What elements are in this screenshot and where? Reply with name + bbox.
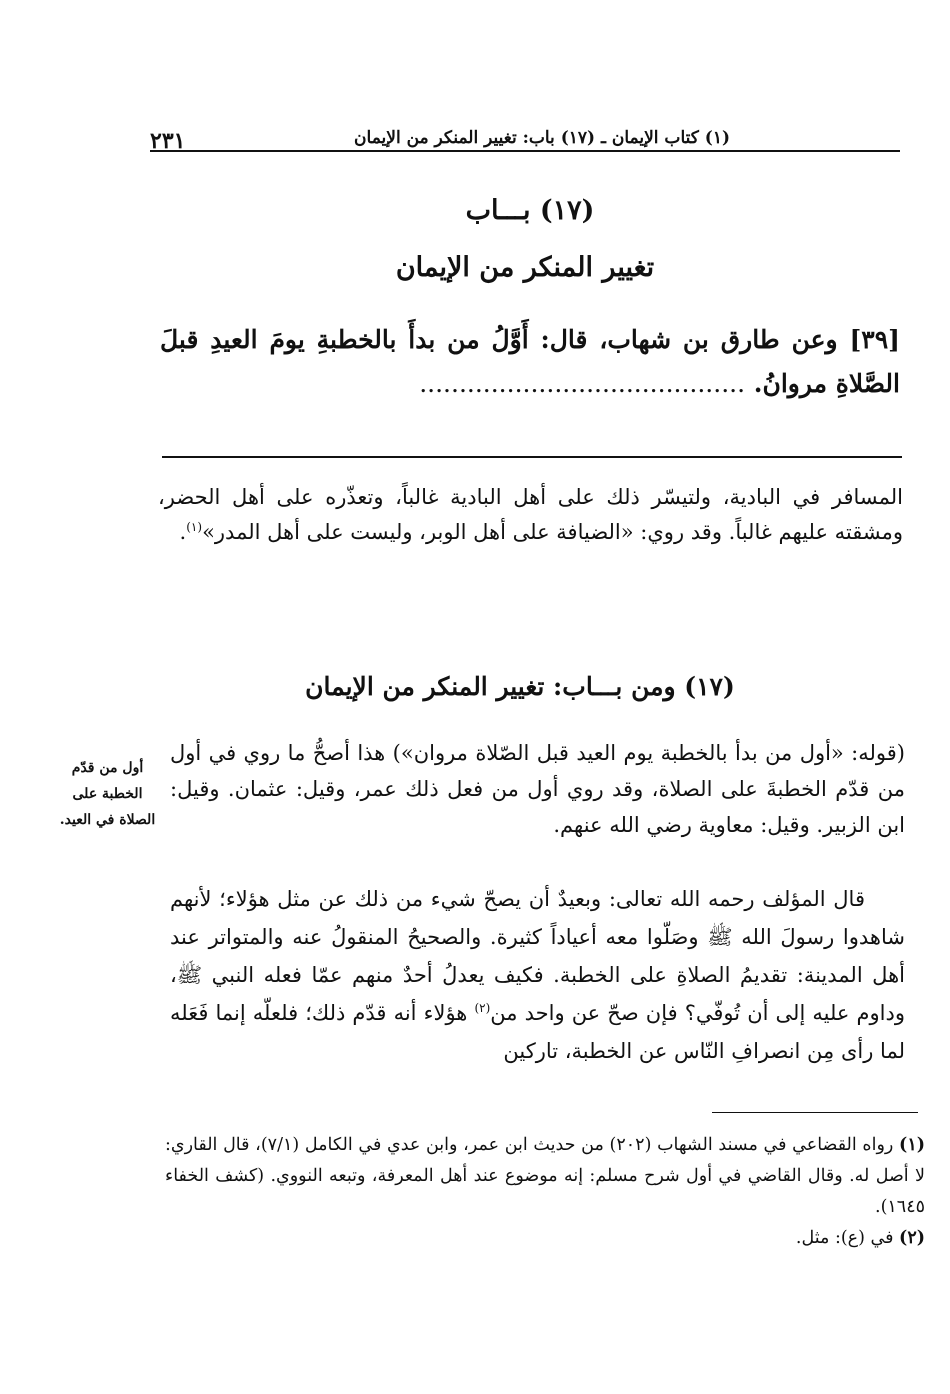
hadith-number: [٣٩]	[849, 325, 900, 354]
footnote-2-text: في (ع): مثل.	[795, 1228, 900, 1248]
commentary-intro-paragraph	[158, 480, 903, 550]
commentary-paragraph-2-part-1: قال المؤلف رحمه الله تعالى: وبعيدٌ أن يصحّ شيء من ذلك عن مثل هؤلاء؛ لأنهم شاهدوا رسولَ الله ﷺ وصَلّوا معه أعياداً كثيرة. والصحيحُ المنقولُ عنه والمتواتر عند أهل المدينة: تقديمُ الصلاةِ على الخطبة. فكيف يعدلُ أحدٌ منهم عمّا فعله النبي ﷺ، وداوم عليه إلى أن تُوفّي؟ فإن صحّ عن واحد من	[170, 887, 905, 1025]
running-header-title: (١) كتاب الإيمان ـ (١٧) باب: تغيير المنكر من الإيمان	[354, 128, 730, 148]
hadith-body: وعن طارق بن شهاب، قال: أَوَّلُ من بدأَ بالخطبةِ يومَ العيدِ قبلَ الصَّلاةِ مروانُ.	[160, 325, 900, 398]
commentary-paragraph-1: (قوله: «أول من بدأ بالخطبة يوم العيد قبل الصّلاة مروان») هذا أصحُّ ما روي في أول من قدّم الخطبةَ على الصلاة، وقد روي أول من فعل ذلك عمر، وقيل: عثمان. وقيل: ابن الزبير. وقيل: معاوية رضي الله عنهم.	[170, 741, 905, 837]
header-divider	[150, 150, 900, 152]
commentary-paragraph-2	[170, 880, 905, 1070]
commentary-intro-end: .	[179, 520, 187, 544]
footnote-divider	[712, 1112, 918, 1113]
footnote-1-marker: (١)	[899, 1135, 925, 1155]
page-number: ٢٣١	[150, 128, 186, 154]
footnote-1-text: رواه القضاعي في مسند الشهاب (٢٠٢) من حديث ابن عمر، وابن عدي في الكامل (٧/١)، قال القاري: لا أصل له. وقال القاضي في أول شرح مسلم: إنه موضوع عند أهل المعرفة، وتبعه النووي. (كشف الخفاء ١٦٤٥).	[165, 1135, 925, 1217]
chapter-heading: (١٧) بـــاب	[465, 195, 595, 226]
hadith-text	[160, 318, 900, 406]
main-text-divider	[162, 456, 902, 458]
footnote-1	[165, 1130, 925, 1223]
footnote-ref-1: (١)	[186, 520, 203, 534]
chapter-title: تغيير المنكر من الإيمان	[395, 252, 655, 283]
footnotes	[165, 1130, 925, 1254]
commentary-section-heading: (١٧) ومن بـــاب: تغيير المنكر من الإيمان	[305, 672, 735, 701]
dotted-leader: .........................................	[419, 369, 746, 398]
commentary-paragraph-2-part-2: هؤلاء أنه قدّم ذلك؛ فلعلّه إنما فَعَله لما رأى مِن انصرافِ النّاس عن الخطبة، تاركين	[170, 1001, 905, 1063]
footnote-2-marker: (٢)	[899, 1228, 925, 1248]
footnote-2	[165, 1223, 925, 1254]
margin-note: أول من قدّم الخطبة على الصلاة في العيد.	[59, 760, 156, 828]
commentary-intro-text: المسافر في البادية، ولتيسّر ذلك على أهل البادية غالباً، وتعذّره على أهل الحضر، ومشقته عليهم غالباً. وقد روي: «الضيافة على أهل الوبر، وليست على أهل المدر»	[158, 485, 903, 544]
footnote-ref-2: (٢)	[474, 1001, 491, 1015]
